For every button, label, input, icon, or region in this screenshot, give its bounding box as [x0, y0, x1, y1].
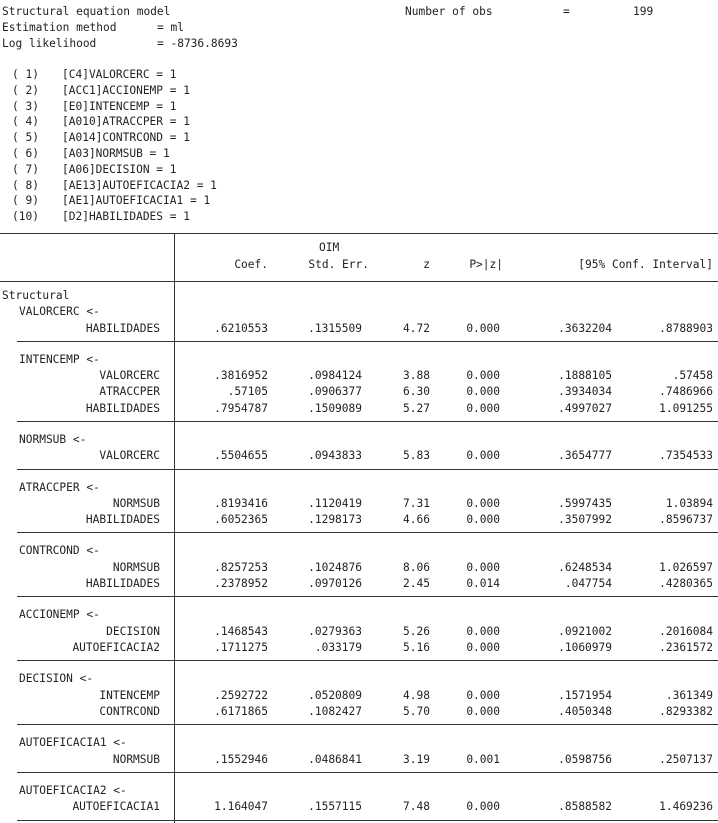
- std-err-cell: .0970126: [308, 577, 362, 591]
- pvalue-cell: 0.000: [466, 704, 500, 718]
- coef-cell: .1711275: [214, 641, 268, 654]
- constraint-number: ( 5): [12, 131, 39, 145]
- coef-cell: .7954787: [214, 401, 268, 415]
- z-cell: 5.27: [403, 401, 430, 415]
- nobs-label: Number of obs: [405, 5, 493, 18]
- coef-cell: .57105: [227, 385, 268, 399]
- pvalue-cell: 0.000: [466, 401, 500, 415]
- equation-label: INTENCEMP <-: [19, 352, 100, 366]
- std-err-cell: .1082427: [308, 704, 362, 718]
- pvalue-header: P>|z|: [469, 258, 503, 271]
- group-separator: [17, 724, 718, 725]
- ci-lower-cell: .3632204: [558, 321, 612, 335]
- oim-header: OIM: [319, 241, 340, 254]
- group-separator: [17, 660, 718, 661]
- coef-cell: .8257253: [214, 560, 268, 574]
- z-cell: 8.06: [403, 560, 430, 574]
- z-cell: 5.26: [403, 624, 430, 638]
- ci-lower-cell: .0598756: [558, 752, 612, 766]
- ci-upper-cell: .8293382: [659, 704, 713, 718]
- ci-upper-cell: .7354533: [659, 449, 713, 463]
- constraint-text: [ACC1]ACCIONEMP = 1: [62, 83, 190, 97]
- z-cell: 7.31: [403, 497, 430, 510]
- equation-label: NORMSUB <-: [19, 432, 87, 446]
- z-cell: 3.88: [403, 369, 430, 383]
- constraint-text: [A010]ATRACCPER = 1: [62, 115, 190, 129]
- group-separator: [17, 772, 718, 773]
- variable-name: HABILIDADES: [85, 321, 160, 335]
- variable-name: INTENCEMP: [99, 688, 160, 702]
- equation-label: CONTRCOND <-: [19, 544, 100, 558]
- equation-label: ATRACCPER <-: [19, 480, 100, 494]
- constraint-number: ( 1): [12, 68, 39, 81]
- constraint-text: [E0]INTENCEMP = 1: [62, 99, 177, 113]
- ci-lower-cell: .1060979: [558, 641, 612, 654]
- constraint-number: (10): [12, 210, 39, 224]
- ci-upper-cell: .2016084: [659, 624, 713, 638]
- group-separator: [17, 341, 718, 342]
- estimation-method-label: Estimation method: [2, 21, 117, 34]
- std-err-cell: .0279363: [308, 624, 362, 638]
- coef-cell: .5504655: [214, 449, 268, 463]
- ci-lower-cell: .8588582: [558, 800, 612, 814]
- ci-upper-cell: .361349: [665, 688, 713, 702]
- equation-label: AUTOEFICACIA1 <-: [19, 736, 127, 750]
- constraint-text: [A014]CONTRCOND = 1: [62, 131, 190, 145]
- group-separator: [17, 532, 718, 533]
- pvalue-cell: 0.000: [466, 560, 500, 574]
- z-cell: 2.45: [403, 577, 430, 591]
- equation-label: ACCIONEMP <-: [19, 608, 100, 622]
- std-err-cell: .0943833: [308, 449, 362, 463]
- variable-name: VALORCERC: [99, 369, 160, 383]
- equation-label: VALORCERC <-: [19, 305, 100, 318]
- z-cell: 4.98: [403, 688, 430, 702]
- variable-name: VALORCERC: [99, 449, 160, 463]
- std-err-cell: .1120419: [308, 497, 362, 510]
- ci-upper-cell: .8788903: [659, 321, 713, 335]
- constraint-text: [AE13]AUTOEFICACIA2 = 1: [62, 178, 217, 192]
- estimation-method-value: = ml: [157, 21, 184, 34]
- conf-interval-header: [95% Conf. Interval]: [578, 258, 713, 271]
- pvalue-cell: 0.000: [466, 449, 500, 463]
- ci-lower-cell: .5997435: [558, 497, 612, 510]
- constraint-number: ( 6): [12, 147, 39, 160]
- z-cell: 6.30: [403, 385, 430, 399]
- variable-name: AUTOEFICACIA1: [72, 800, 160, 814]
- pvalue-cell: 0.014: [466, 577, 500, 591]
- nobs-value: 199: [633, 5, 654, 18]
- coef-cell: .3816952: [214, 369, 268, 383]
- z-cell: 3.19: [403, 752, 430, 766]
- pvalue-cell: 0.000: [466, 624, 500, 638]
- std-err-cell: .033179: [314, 641, 362, 654]
- ci-lower-cell: .3507992: [558, 513, 612, 527]
- pvalue-cell: 0.000: [466, 513, 500, 527]
- ci-upper-cell: .4280365: [659, 577, 713, 591]
- coef-header: Coef.: [234, 258, 268, 271]
- coef-cell: 1.164047: [214, 800, 268, 814]
- ci-upper-cell: .7486966: [659, 385, 713, 399]
- table-top-rule: [0, 233, 718, 234]
- log-likelihood-label: Log likelihood: [2, 37, 97, 50]
- z-cell: 7.48: [403, 800, 430, 814]
- std-err-cell: .1298173: [308, 513, 362, 527]
- constraint-number: ( 2): [12, 83, 39, 97]
- ci-lower-cell: .6248534: [558, 560, 612, 574]
- std-err-cell: .1509089: [308, 401, 362, 415]
- ci-lower-cell: .4997027: [558, 401, 612, 415]
- constraint-number: ( 3): [12, 99, 39, 113]
- table-column-separator: [174, 233, 175, 823]
- constraint-text: [A06]DECISION = 1: [62, 162, 177, 176]
- nobs-equals: =: [563, 5, 570, 18]
- z-cell: 4.66: [403, 513, 430, 527]
- pvalue-cell: 0.000: [466, 369, 500, 383]
- table-header-rule: [0, 281, 718, 282]
- coef-cell: .6052365: [214, 513, 268, 527]
- pvalue-cell: 0.000: [466, 800, 500, 814]
- variable-name: AUTOEFICACIA2: [72, 641, 160, 654]
- variable-name: ATRACCPER: [99, 385, 160, 399]
- z-cell: 4.72: [403, 321, 430, 335]
- std-err-cell: .0486841: [308, 752, 362, 766]
- ci-upper-cell: 1.469236: [659, 800, 713, 814]
- ci-lower-cell: .047754: [564, 577, 612, 591]
- coef-cell: .2592722: [214, 688, 268, 702]
- ci-upper-cell: 1.026597: [659, 560, 713, 574]
- constraint-text: [A03]NORMSUB = 1: [62, 147, 170, 160]
- group-separator: [17, 596, 718, 597]
- group-separator: [17, 820, 718, 821]
- std-err-cell: .1024876: [308, 560, 362, 574]
- pvalue-cell: 0.000: [466, 641, 500, 654]
- std-err-header: Std. Err.: [308, 258, 369, 271]
- z-cell: 5.70: [403, 704, 430, 718]
- ci-upper-cell: 1.091255: [659, 401, 713, 415]
- ci-upper-cell: .2507137: [659, 752, 713, 766]
- ci-lower-cell: .3654777: [558, 449, 612, 463]
- variable-name: NORMSUB: [112, 497, 160, 510]
- std-err-cell: .1557115: [308, 800, 362, 814]
- section-structural: Structural: [2, 289, 70, 302]
- pvalue-cell: 0.001: [466, 752, 500, 766]
- constraint-text: [AE1]AUTOEFICACIA1 = 1: [62, 194, 211, 208]
- pvalue-cell: 0.000: [466, 321, 500, 335]
- constraint-number: ( 8): [12, 178, 39, 192]
- coef-cell: .1468543: [214, 624, 268, 638]
- variable-name: HABILIDADES: [85, 577, 160, 591]
- constraint-number: ( 4): [12, 115, 39, 129]
- constraint-number: ( 7): [12, 162, 39, 176]
- coef-cell: .1552946: [214, 752, 268, 766]
- std-err-cell: .0520809: [308, 688, 362, 702]
- ci-lower-cell: .1571954: [558, 688, 612, 702]
- z-header: z: [423, 258, 430, 271]
- variable-name: NORMSUB: [112, 752, 160, 766]
- ci-lower-cell: .4050348: [558, 704, 612, 718]
- ci-lower-cell: .3934034: [558, 385, 612, 399]
- ci-lower-cell: .1888105: [558, 369, 612, 383]
- variable-name: HABILIDADES: [85, 401, 160, 415]
- coef-cell: .6210553: [214, 321, 268, 335]
- z-cell: 5.16: [403, 641, 430, 654]
- constraint-number: ( 9): [12, 194, 39, 208]
- constraint-text: [D2]HABILIDADES = 1: [62, 210, 190, 224]
- equation-label: DECISION <-: [19, 672, 94, 686]
- ci-upper-cell: .57458: [672, 369, 713, 383]
- ci-upper-cell: 1.03894: [665, 497, 713, 510]
- z-cell: 5.83: [403, 449, 430, 463]
- pvalue-cell: 0.000: [466, 385, 500, 399]
- coef-cell: .2378952: [214, 577, 268, 591]
- group-separator: [17, 421, 718, 422]
- ci-upper-cell: .2361572: [659, 641, 713, 654]
- constraint-text: [C4]VALORCERC = 1: [62, 68, 177, 81]
- std-err-cell: .0906377: [308, 385, 362, 399]
- group-separator: [17, 469, 718, 470]
- variable-name: HABILIDADES: [85, 513, 160, 527]
- variable-name: CONTRCOND: [99, 704, 160, 718]
- pvalue-cell: 0.000: [466, 497, 500, 510]
- coef-cell: .8193416: [214, 497, 268, 510]
- std-err-cell: .1315509: [308, 321, 362, 335]
- ci-upper-cell: .8596737: [659, 513, 713, 527]
- variable-name: NORMSUB: [112, 560, 160, 574]
- equation-label: AUTOEFICACIA2 <-: [19, 783, 127, 797]
- model-title: Structural equation model: [2, 5, 171, 18]
- coef-cell: .6171865: [214, 704, 268, 718]
- ci-lower-cell: .0921002: [558, 624, 612, 638]
- std-err-cell: .0984124: [308, 369, 362, 383]
- pvalue-cell: 0.000: [466, 688, 500, 702]
- variable-name: DECISION: [106, 624, 160, 638]
- log-likelihood-value: = -8736.8693: [157, 37, 238, 50]
